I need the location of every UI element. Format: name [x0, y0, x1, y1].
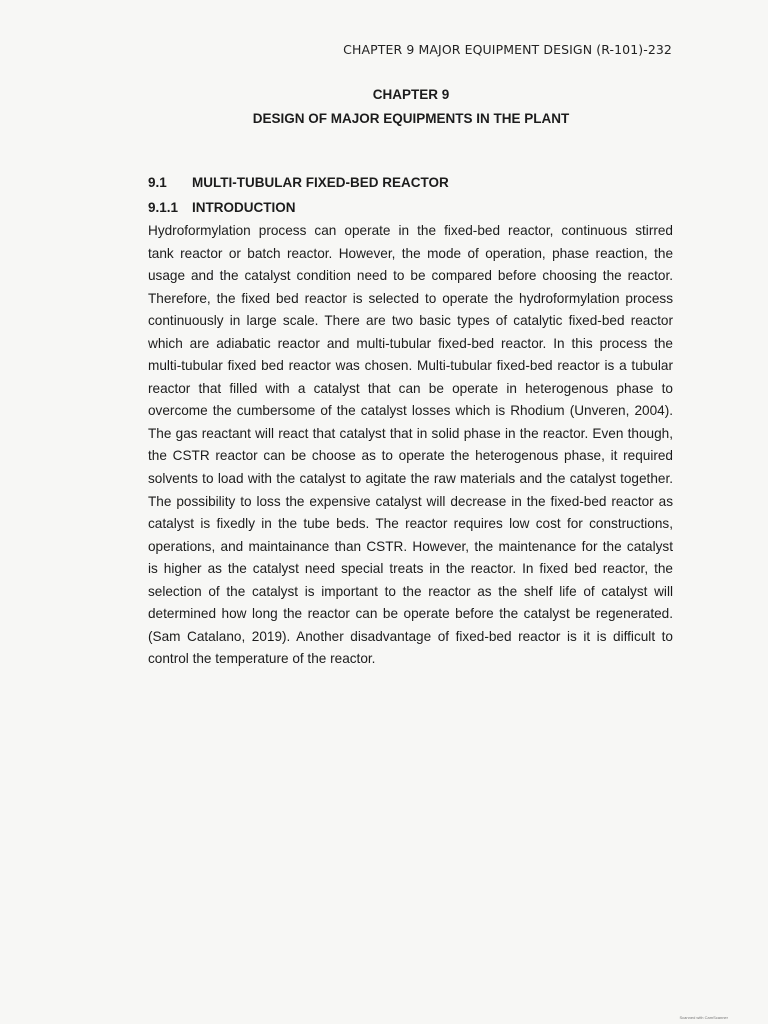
paragraph-line: Hydroformylation process can operate in the fixed-bed reactor, continuous stirred [148, 223, 673, 238]
paragraph-line: usage and the catalyst condition need to be compared before choosing the reactor. [148, 268, 673, 284]
chapter-title: DESIGN OF MAJOR EQUIPMENTS IN THE PLANT [252, 111, 570, 126]
paragraph-line: overcome the cumbersome of the catalyst losses which is Rhodium (Unveren, 2004). [148, 403, 673, 419]
paragraph-line: multi-tubular fixed bed reactor was chosen. Multi-tubular fixed-bed reactor is a tubular [148, 358, 673, 374]
paragraph-line: control the temperature of the reactor. [148, 651, 376, 667]
paragraph-line: solvents to load with the catalyst to agitate the raw materials and the catalyst together. [148, 471, 673, 487]
paragraph-line: catalyst is fixedly in the tube beds. The reactor requires low cost for constructions, [148, 516, 673, 532]
section-number: 9.1 [148, 175, 167, 190]
paragraph-line: continuously in large scale. There are two basic types of catalytic fixed-bed reactor [148, 313, 673, 329]
paragraph-line: operations, and maintainance than CSTR. However, the maintenance for the catalyst [148, 538, 673, 554]
paragraph-line: determined how long the reactor can be operate before the catalyst be regenerated. [148, 606, 673, 622]
paragraph-line: the CSTR reactor can be choose as to operate the heterogenous phase, it required [148, 448, 673, 464]
introduction-paragraph [148, 220, 673, 671]
section-title: MULTI-TUBULAR FIXED-BED REACTOR [192, 175, 449, 190]
paragraph-line: (Sam Catalano, 2019). Another disadvantage of fixed-bed reactor is it is difficult to [148, 628, 673, 644]
section-heading-9-1 [148, 175, 449, 190]
scanner-watermark: Scanned with CamScanner [679, 1015, 728, 1020]
paragraph-line: tank reactor or batch reactor. However, the mode of operation, phase reaction, the [148, 245, 673, 261]
paragraph-line: reactor that filled with a catalyst that can be operate in heterogenous phase to [148, 380, 673, 396]
paragraph-line: Therefore, the fixed bed reactor is selected to operate the hydroformylation process [148, 290, 673, 306]
paragraph-line: is higher as the catalyst need special treats in the reactor. In fixed bed reactor, the [148, 561, 673, 577]
paragraph-line: which are adiabatic reactor and multi-tubular fixed-bed reactor. In this process the [148, 335, 673, 351]
chapter-label: CHAPTER 9 [372, 87, 450, 102]
running-header: CHAPTER 9 MAJOR EQUIPMENT DESIGN (R-101)-232 [343, 42, 672, 57]
section-title: INTRODUCTION [192, 200, 296, 215]
section-heading-9-1-1 [148, 200, 296, 215]
paragraph-line: The gas reactant will react that catalyst that in solid phase in the reactor. Even though, [148, 425, 673, 441]
section-number: 9.1.1 [148, 200, 179, 215]
paragraph-line: selection of the catalyst is important to the reactor as the shelf life of catalyst will [148, 583, 673, 599]
paragraph-line: The possibility to loss the expensive catalyst will decrease in the fixed-bed reactor as [148, 493, 673, 509]
